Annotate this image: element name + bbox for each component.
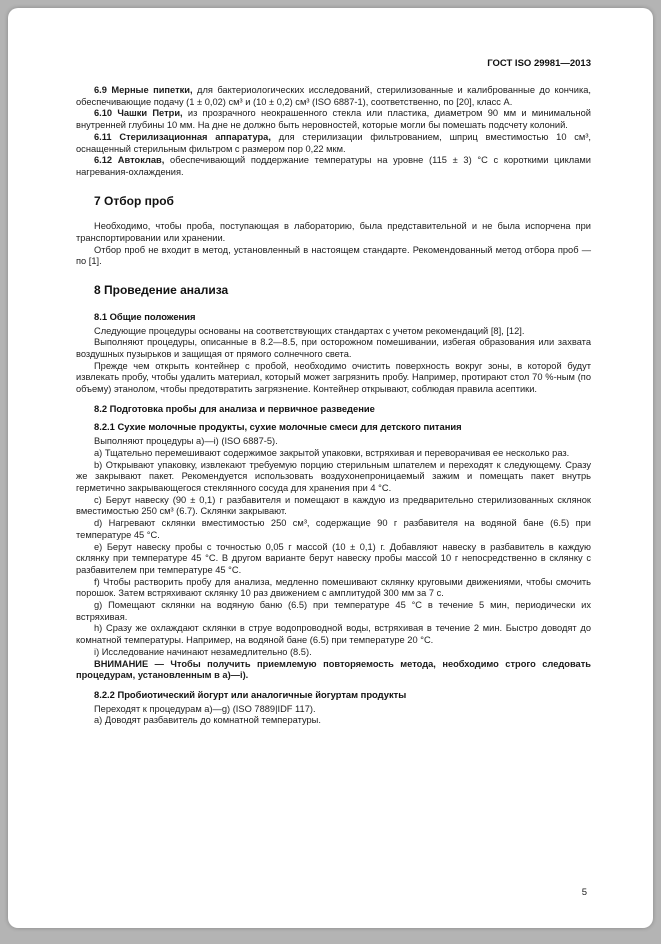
paragraph: Следующие процедуры основаны на соответствующих стандартах с учетом рекомендаций [8], [12]. (94, 325, 525, 336)
term-lead: 6.11 Стерилизационная аппаратура, (94, 131, 271, 142)
term-lead: 6.9 Мерные пипетки, (94, 85, 193, 95)
paragraph: 6.10 Чашки Петри, из прозрачного неокрашенного стекла или пластика, диаметром 90 мм и минимальной внутренней глубины 10 мм. На дне не должно быть неровностей, которые могли бы помешать подсчету колоний. (76, 108, 592, 131)
document-body (76, 85, 591, 727)
paragraph: Необходимо, чтобы проба, поступающая в лабораторию, была представительной и не была испорчена при транспортировании или хранении. (76, 221, 591, 244)
paragraph: h) Сразу же охлаждают склянки в струе водопроводной воды, встряхивая в течение 2 мин. Быстро доводят до комнатной температуры. Например, на водяной бане (6.5) при температуре 20 °С. (76, 623, 591, 646)
section-heading: 8 Проведение анализа (94, 283, 229, 298)
paragraph: 6.12 Автоклав, обеспечивающий поддержание температуры на уровне (115 ± 3) °С с короткими циклами нагревания-охлаждения. (76, 155, 591, 177)
subsection-heading: 8.2.2 Пробиотический йогурт или аналогичные йогуртам продукты (94, 688, 407, 700)
paragraph: Прежде чем открыть контейнер с пробой, необходимо очистить поверхность вокруг зоны, в которой будут извлекать пробу, чтобы удалить материал, который может загрязнить пробу. Например, протирают стол 70 %-ным (по объему) этанолом, чтобы предотвратить загрязнение. Контейнер открывают, соблюдая правила асептики. (76, 360, 591, 395)
term-lead: 6.12 Автоклав, (94, 155, 165, 166)
subsection-heading: 8.2.1 Сухие молочные продукты, сухие молочные смеси для детского питания (94, 421, 462, 433)
paragraph: a) Тщательно перемешивают содержимое закрытой упаковки, встряхивая и переворачивая ее несколько раз. (94, 447, 570, 458)
term-lead: 6.10 Чашки Петри, (94, 108, 183, 119)
paragraph: i) Исследование начинают незамедлительно (8.5). (94, 646, 312, 657)
paragraph: a) Доводят разбавитель до комнатной температуры. (94, 715, 321, 726)
document-page (8, 8, 653, 928)
paragraph: e) Берут навеску пробы с точностью 0,05 г массой (10 ± 0,1) г. Добавляют навеску в разбавитель в каждую склянку при температуре 45 °С. В другом варианте берут навеску пробы массой 10 г непосредственно в склянку с разбавителем при температуре 45 °С. (76, 541, 591, 575)
paragraph: f) Чтобы растворить пробу для анализа, медленно помешивают склянку круговыми движениями, чтобы смочить порошок. Затем встряхивают склянку 10 раз движением с амплитудой 300 мм за 7 с. (76, 576, 591, 599)
paragraph: d) Нагревают склянки вместимостью 250 см³, содержащие 90 г разбавителя на водяной бане (6.5) при температуре 45 °С. (76, 518, 591, 540)
page-number: 5 (581, 887, 587, 898)
subsection-heading: 8.2 Подготовка пробы для анализа и первичное разведение (94, 402, 375, 414)
paragraph: 6.11 Стерилизационная аппаратура, для стерилизации фильтрованием, шприц вместимостью 10 см³, оснащенный стерильным фильтром с размером пор 0,22 мкм. (76, 131, 592, 154)
section-heading: 7 Отбор проб (94, 193, 174, 208)
paragraph: Выполняют процедуры а)—i) (ISO 6887-5). (94, 436, 278, 447)
document-code-header: ГОСТ ISO 29981—2013 (487, 58, 591, 69)
subsection-heading: 8.1 Общие положения (94, 310, 196, 322)
paragraph: 6.9 Мерные пипетки, для бактериологических исследований, стерилизованные и калиброванные до кончика, обеспечивающие подачу (1 ± 0,02) см³ и (10 ± 0,2) см³ (ISO 6887-1), соответственно, по [20], класс А. (76, 85, 591, 107)
paragraph: Выполняют процедуры, описанные в 8.2—8.5, при осторожном помешивании, избегая образования или захвата воздушных пузырьков и защищая от прямого солнечного света. (76, 337, 591, 359)
paragraph: g) Помещают склянки на водяную баню (6.5) при температуре 45 °С в течение 5 мин, периодически их встряхивая. (76, 600, 591, 622)
paragraph: Переходят к процедурам а)—g) (ISO 7889|IDF 117). (94, 703, 316, 714)
paragraph: Отбор проб не входит в метод, установленный в настоящем стандарте. Рекомендованный метод отбора проб — по [1]. (76, 244, 591, 267)
warning-paragraph: ВНИМАНИЕ — Чтобы получить приемлемую повторяемость метода, необходимо строго следовать процедурам, установленным в а)—i). (76, 658, 591, 681)
paragraph: c) Берут навеску (90 ± 0,1) г разбавителя и помещают в каждую из предварительно стерилизованных склянок вместимостью 250 см³ (6.7). Склянки закрывают. (76, 494, 591, 517)
paragraph: b) Открывают упаковку, извлекают требуемую порцию стерильным шпателем и переходят к следующему. Сразу же закрывают пакет. Рекомендуется использовать воздухонепроницаемый зажим и помещать пакет внутрь герметично закрывающегося стеклянного сосуда для хранения при 4 °С. (76, 459, 591, 493)
